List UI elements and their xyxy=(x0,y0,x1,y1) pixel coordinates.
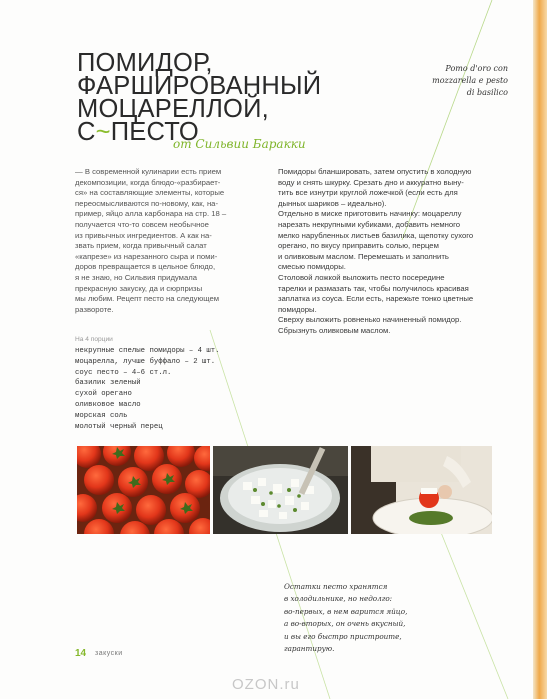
watermark: OZON.ru xyxy=(232,676,300,693)
method-line: Помидоры бланшировать, затем опустить в холодную xyxy=(278,167,472,176)
intro-line: доров превращается в цельное блюдо, xyxy=(75,262,216,272)
photo-stuffed-tomato xyxy=(351,446,492,534)
intro-line: прекрасную закуску, да и сюрпризы xyxy=(75,283,203,293)
intro-line: — В современной кулинарии есть прием xyxy=(75,167,222,176)
method-line: тить все изнутри круглой ложечкой (если есть для xyxy=(278,188,458,198)
page-number: 14 xyxy=(75,648,87,659)
intro-line: из привычных ингредиентов. А как на- xyxy=(75,230,212,240)
plate-illustration xyxy=(351,446,492,534)
intro-line: мы любим. Рецепт песто на следующем xyxy=(75,294,220,304)
intro-text xyxy=(75,167,255,315)
method-line: Столовой ложкой выложить песто посередине xyxy=(278,272,445,282)
title-part: ПЕСТО xyxy=(110,118,199,146)
ingredient-item: базилик зеленый xyxy=(75,379,141,388)
section-name: закуски xyxy=(95,650,123,657)
method-line: заплатка из соуса. Если есть, нарежьте тонко цветные xyxy=(278,294,474,304)
photo-mozzarella-bowl xyxy=(213,446,348,534)
dish-name-line: di basilico xyxy=(466,88,508,97)
method-line: Сбрызнуть оливковым маслом. xyxy=(278,325,391,335)
intro-line: «капрезе» из нарезанного сыра и поми- xyxy=(75,251,218,261)
ingredient-item: молотый черный перец xyxy=(75,422,163,431)
servings-label: На 4 порции xyxy=(75,336,113,343)
recipe-title xyxy=(77,49,322,146)
method-line: помидоры. xyxy=(278,304,317,314)
note-line: и вы его быстро пристроите, xyxy=(284,631,402,641)
ingredient-item: сухой орегано xyxy=(75,390,132,399)
ingredient-item: оливковое масло xyxy=(75,400,141,409)
title-line: МОЦАРЕЛЛОЙ, xyxy=(77,95,269,123)
note-line: во-первых, в нем варится яйцо, xyxy=(284,606,408,616)
intro-line: получается что-то совсем необычное xyxy=(75,219,209,229)
title-line: ФАРШИРОВАННЫЙ xyxy=(77,72,322,100)
page-spine-edge xyxy=(533,0,547,699)
dish-italian-name xyxy=(418,63,508,99)
ingredient-item: морская соль xyxy=(75,411,128,420)
photo-tomatoes xyxy=(77,446,210,534)
method-line: Отдельно в миске приготовить начинку: моцареллу xyxy=(278,209,462,219)
title-line: ПОМИДОР, xyxy=(77,49,213,77)
method-line: Сверху выложить ровненько начиненный помидор. xyxy=(278,315,462,325)
title-tilde: ~ xyxy=(95,118,111,146)
method-line: дынных шариков – идеально). xyxy=(278,198,387,208)
method-line: орегано, по вкусу приправить солью, перцем xyxy=(278,241,439,251)
tomatoes-illustration xyxy=(77,446,210,534)
method-line: и оливковым маслом. Перемешать и заполнить xyxy=(278,251,449,261)
ingredient-item: соус песто – 4–6 ст.л. xyxy=(75,368,172,377)
dish-name-line: Pomo d'oro con xyxy=(445,64,508,73)
method-line: нарезать некрупными кубиками, добавить немного xyxy=(278,219,461,229)
ingredients-list xyxy=(75,346,255,432)
intro-line: развороте. xyxy=(75,304,114,314)
handwritten-note xyxy=(284,581,434,655)
bowl-illustration xyxy=(213,446,348,534)
note-line: а во-вторых, он очень вкусный, xyxy=(284,619,406,629)
ingredient-item: некрупные спелые помидоры – 4 шт. xyxy=(75,347,220,355)
intro-line: пример, яйцо алла карбонара на стр. 18 – xyxy=(75,209,227,219)
method-line: воду и снять шкурку. Срезать дно и аккуратно выну- xyxy=(278,177,464,187)
ingredient-item: моцарелла, лучше буффало – 2 шт. xyxy=(75,357,216,366)
intro-line: декомпозиции, когда блюдо-«разбирает- xyxy=(75,177,221,187)
note-line: в холодильнике, но недолго: xyxy=(284,594,393,604)
deco-line-right xyxy=(440,530,508,699)
method-line: мелко нарубленных листьев базилика, щепотку сухого xyxy=(278,230,474,240)
recipe-author: от Сильвии Баракки xyxy=(173,137,306,151)
method-line: смесью помидоры. xyxy=(278,262,346,272)
dish-name-line: mozzarella e pesto xyxy=(432,76,508,85)
intro-line: я не знаю, но Сильвия придумала xyxy=(75,272,198,282)
note-line: гарантирую. xyxy=(284,644,335,654)
intro-line: переосмысливаются по-новому, как, на- xyxy=(75,198,219,208)
photo-strip xyxy=(77,446,492,534)
method-line: тарелки и размазать так, чтобы получилось красивая xyxy=(278,283,469,293)
title-part: С xyxy=(77,118,96,146)
intro-line: звать прием, когда привычный салат xyxy=(75,241,207,251)
note-line: Остатки песто хранятся xyxy=(284,582,388,591)
intro-line: ся» на составляющие элементы, которые xyxy=(75,188,225,198)
method-text xyxy=(278,167,493,337)
